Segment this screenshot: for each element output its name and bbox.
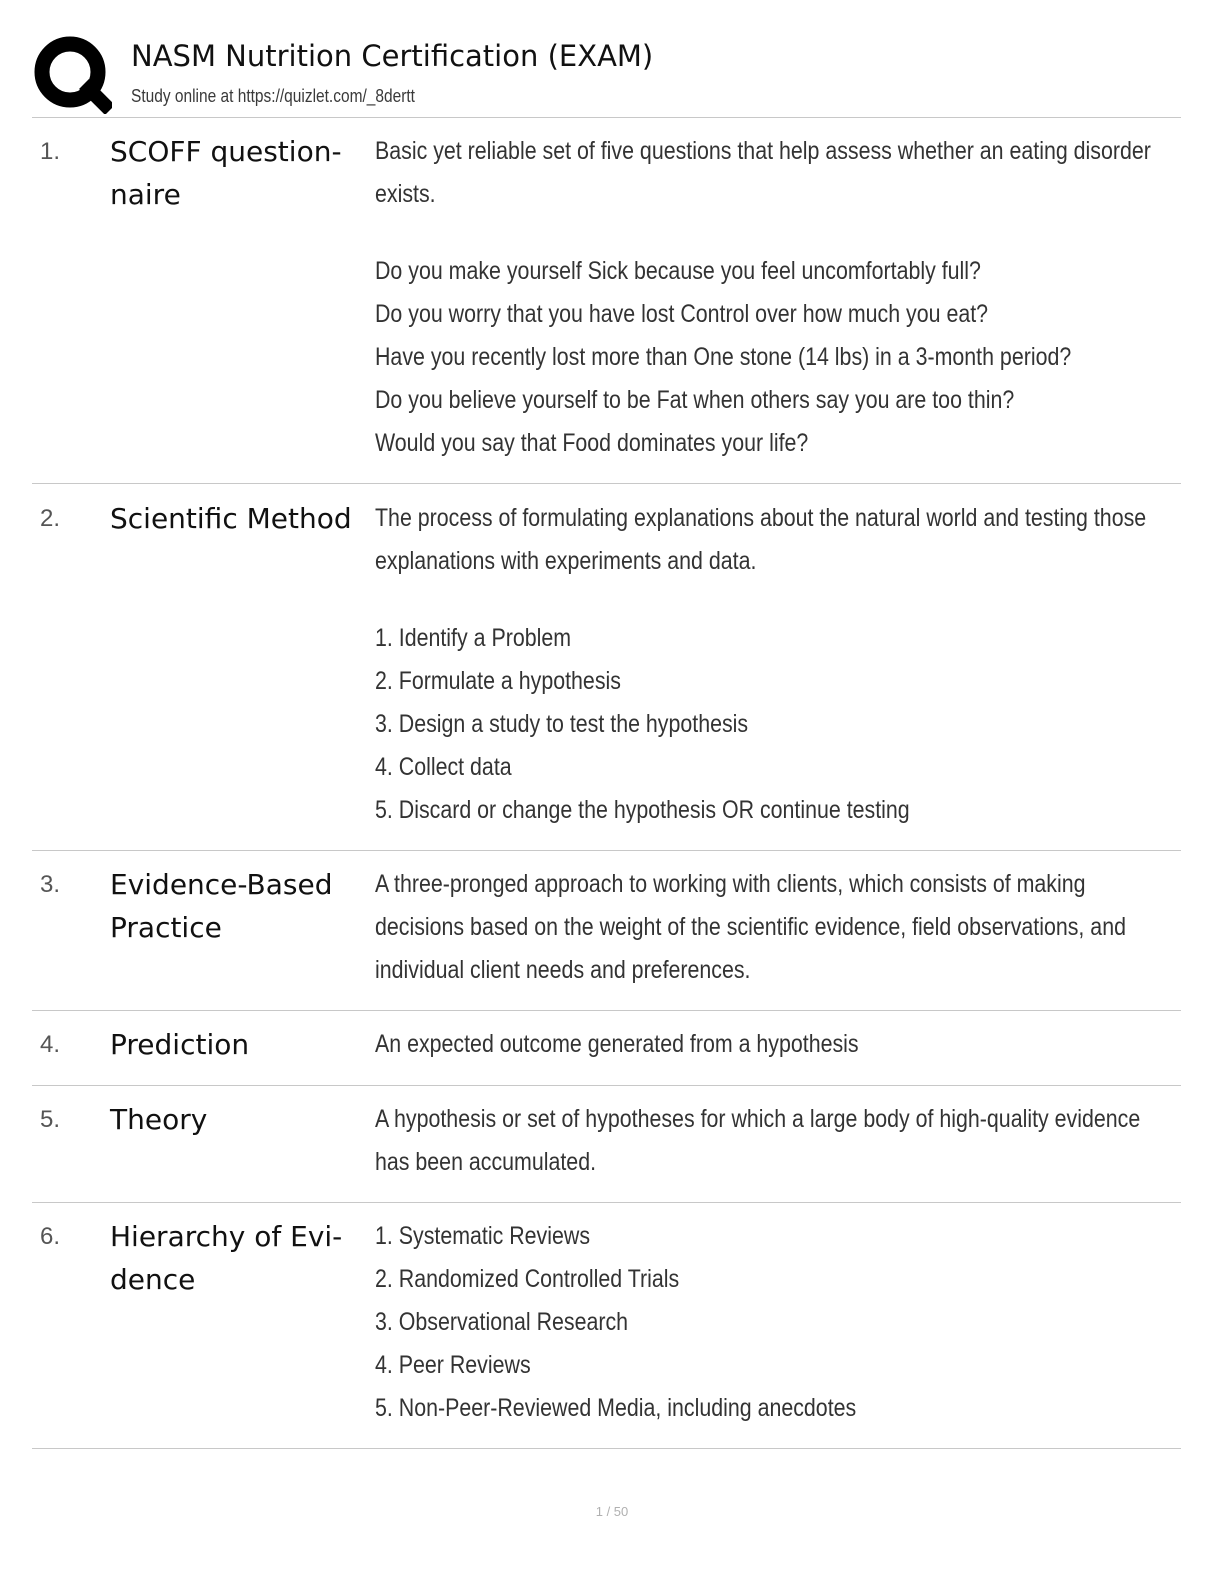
paragraph-gap	[375, 583, 1162, 617]
definition-line: exists.	[375, 180, 436, 208]
quizlet-q-logo-icon	[32, 34, 112, 114]
term-word-line: naire	[110, 178, 181, 211]
definition-line: 2. Formulate a hypothesis	[375, 667, 621, 695]
definition-line: 5. Non-Peer-Reviewed Media, including anecdotes	[375, 1394, 857, 1422]
definition-line: 3. Design a study to test the hypothesis	[375, 710, 749, 738]
document-header	[0, 0, 1224, 118]
definition-line: individual client needs and preferences.	[375, 956, 751, 984]
definition-line: 4. Collect data	[375, 753, 512, 781]
term-word-line: Hierarchy of Evi-	[110, 1220, 343, 1253]
definition-line: Have you recently lost more than One stone (14 lbs) in a 3-month period?	[375, 343, 1072, 371]
page-number: 1 / 50	[595, 1504, 629, 1519]
paragraph-gap	[375, 216, 1162, 250]
term-definition	[375, 1215, 1162, 1430]
definition-line: 5. Discard or change the hypothesis OR continue testing	[375, 796, 910, 824]
term-word	[110, 130, 372, 216]
term-word	[110, 1098, 372, 1141]
term-number: 2.	[40, 505, 61, 532]
term-word	[110, 1215, 372, 1301]
term-definition	[375, 130, 1162, 465]
term-word-line: dence	[110, 1263, 196, 1296]
term-definition	[375, 497, 1162, 832]
term-word-line: Prediction	[110, 1028, 250, 1061]
definition-line: 3. Observational Research	[375, 1308, 629, 1336]
definition-line: decisions based on the weight of the scientific evidence, field observations, and	[375, 913, 1126, 941]
definition-line: Do you worry that you have lost Control over how much you eat?	[375, 300, 989, 328]
document-title: NASM Nutrition Certification (EXAM)	[131, 39, 654, 73]
term-word	[110, 1023, 372, 1066]
term-word	[110, 863, 372, 949]
definition-line: 4. Peer Reviews	[375, 1351, 531, 1379]
term-word	[110, 497, 372, 540]
term-word-line: Evidence-Based	[110, 868, 333, 901]
definition-line: Do you make yourself Sick because you feel uncomfortably full?	[375, 257, 981, 285]
definition-line: 1. Systematic Reviews	[375, 1222, 591, 1250]
term-number: 5.	[40, 1106, 61, 1133]
term-definition	[375, 863, 1162, 992]
definition-line: has been accumulated.	[375, 1148, 597, 1176]
term-row	[32, 484, 1181, 851]
term-number: 3.	[40, 871, 61, 898]
definition-line: An expected outcome generated from a hypothesis	[375, 1030, 859, 1058]
term-word-line: Scientific Method	[110, 502, 352, 535]
study-online-link[interactable]: Study online at https://quizlet.com/_8dertt	[131, 86, 415, 106]
term-number: 1.	[40, 138, 61, 165]
definition-line: A three-pronged approach to working with clients, which consists of making	[375, 870, 1086, 898]
definition-line: Would you say that Food dominates your life?	[375, 429, 809, 457]
definition-line: 2. Randomized Controlled Trials	[375, 1265, 680, 1293]
definition-line: Do you believe yourself to be Fat when others say you are too thin?	[375, 386, 1015, 414]
term-definition	[375, 1023, 1162, 1066]
term-number: 4.	[40, 1031, 61, 1058]
definition-line: 1. Identify a Problem	[375, 624, 572, 652]
definition-line: Basic yet reliable set of five questions that help assess whether an eating disorder	[375, 137, 1151, 165]
term-row	[32, 1203, 1181, 1449]
definition-line: The process of formulating explanations about the natural world and testing those	[375, 504, 1147, 532]
term-row	[32, 851, 1181, 1011]
definition-line: explanations with experiments and data.	[375, 547, 757, 575]
term-number: 6.	[40, 1223, 61, 1250]
term-word-line: Theory	[110, 1103, 208, 1136]
term-row	[32, 1011, 1181, 1086]
definition-line: A hypothesis or set of hypotheses for which a large body of high-quality evidence	[375, 1105, 1141, 1133]
term-word-line: SCOFF question-	[110, 135, 342, 168]
term-row	[32, 118, 1181, 484]
term-word-line: Practice	[110, 911, 222, 944]
term-definition	[375, 1098, 1162, 1184]
term-row	[32, 1086, 1181, 1203]
